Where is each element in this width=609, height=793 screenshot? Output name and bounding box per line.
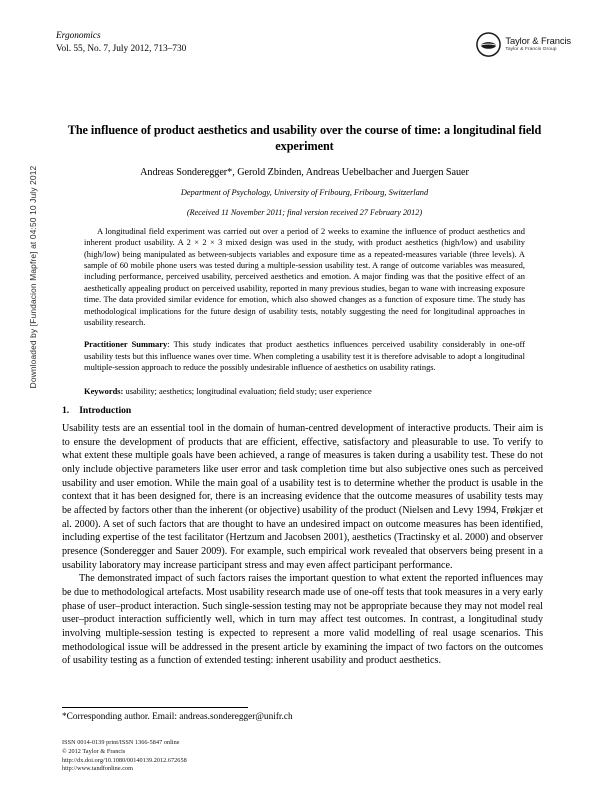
journal-identity <box>56 30 186 56</box>
taylor-and-francis-logo <box>476 32 571 57</box>
practitioner-summary-text: : This study indicates that product aesthetics influences perceived usability considerably in one-off usability tests but this influence wanes over time. When completing a usability test it is therefore advisable to adopt a longitudinal multiple-session approach to reduce the possibly undesirable influence of aesthetics on usability ratings. <box>84 339 525 372</box>
imprint-block <box>62 739 187 774</box>
affiliation: Department of Psychology, University of Fribourg, Fribourg, Switzerland <box>180 188 429 198</box>
website-link[interactable]: http://www.tandfonline.com <box>62 765 134 773</box>
page-title: The influence of product aesthetics and usability over the course of time: a longitudinal field experiment <box>67 123 542 154</box>
issn-line: ISSN 0014-0139 print/ISSN 1366-5847 online <box>62 739 180 746</box>
abstract-text: A longitudinal field experiment was carried out over a period of 2 weeks to examine the influence of product aesthetics and inherent product usability. A 2 × 2 × 3 mixed design was used in the study, with product aesthetics (high/low) and usability (high/low) being manipulated as between-subjects variables and exposure time as a repeated-measures variable (three levels). A sample of 60 mobile phone users was tested during a multiple-session usability test. A range of outcome variables was measured, including performance, perceived usability, perceived aesthetics and emotion. A major finding was that the positive effect of an aesthetically appealing product on perceived usability, reported in many previous studies, began to wane with increasing exposure time. The data provided similar evidence for emotion, which also showed changes as a function of exposure time. The study has methodological implications for the future design of usability tests, notably suggesting the need for longitudinal approaches in usability research. <box>84 226 525 327</box>
publisher-group: Taylor & Francis Group <box>505 47 557 53</box>
practitioner-summary <box>84 339 525 373</box>
keywords-label: Keywords: <box>84 386 124 397</box>
abstract-block <box>84 226 525 398</box>
footnote-divider <box>62 707 248 708</box>
author-list: Andreas Sonderegger*, Gerold Zbinden, Andreas Uebelbacher and Juergen Sauer <box>140 167 469 179</box>
journal-masthead <box>56 30 587 78</box>
journal-issue-line: Vol. 55, No. 7, July 2012, 713–730 <box>56 43 187 54</box>
received-dates: (Received 11 November 2011; final version received 27 February 2012) <box>186 208 423 218</box>
keywords-text: usability; aesthetics; longitudinal evaluation; field study; user experience <box>123 386 372 397</box>
download-stamp: Downloaded by [Fundacion Mapfre] at 04:50 10 July 2012 <box>28 165 38 389</box>
body-block <box>62 405 543 668</box>
practitioner-summary-label: Practitioner Summary <box>84 339 168 350</box>
taylor-francis-wordmark <box>505 36 571 53</box>
body-paragraph: The demonstrated impact of such factors raises the important question to what extent the reported influences may be due to methodological artefacts. Most usability research made use of one-off tests that took measures in a very early phase of user–product interaction. Such single-session testing may not be appropriate because they may not model real user–product interaction sufficiently well, which in turn may affect test outcomes. In contrast, a longitudinal study involving multiple-session testing is expected to represent a more valid modelling of real usage scenarios. This methodological issue will be addressed in the present article by examining the impact of two factors on the outcomes of usability testing as a function of extended testing: inherent usability and product aesthetics. <box>62 573 543 667</box>
copyright-line: © 2012 Taylor & Francis <box>62 747 126 755</box>
section-heading <box>62 405 543 416</box>
taylor-francis-mark-icon <box>476 32 501 57</box>
body-paragraph: Usability tests are an essential tool in the domain of human-centred development of interactive products. Their aim is to ensure the development of products that are efficient, effective, satisfactory and pleasurable to use. To verify to what extent these multiple goals have been achieved, a range of measures is taken during a usability test. These do not only include objective parameters like user error and task completion time but also subjective ones such as perceived usability and user emotion. While the main goal of a usability test is to determine whether the product is usable in the context that it has been designed for, there is an increasing evidence that the outcome measures of usability tests may be affected by factors other than the inherent (or objective) usability of the product (Nielsen and Levy 1994, Frøkjær et al. 2000). A set of such factors that are thought to have an undesired impact on outcome measures has been identified, including expertise of the test facilitator (Hertzum and Jacobsen 2001), aesthetics (Tractinsky et al. 2000) and observer presence (Sonderegger and Sauer 2009). For example, such empirical work revealed that observers being present in a usability laboratory may increase participant stress and may even affect participant performance. <box>62 423 543 571</box>
journal-name: Ergonomics <box>56 31 101 41</box>
publisher-name: Taylor & Francis <box>505 35 571 47</box>
section-title: Introduction <box>79 405 132 416</box>
keywords <box>84 386 525 397</box>
doi-link[interactable]: http://dx.doi.org/10.1080/00140139.2012.672658 <box>62 756 187 764</box>
corresponding-author-note: *Corresponding author. Email: andreas.sonderegger@unifr.ch <box>62 712 293 722</box>
title-block <box>62 122 547 217</box>
section-number: 1. <box>62 405 70 416</box>
